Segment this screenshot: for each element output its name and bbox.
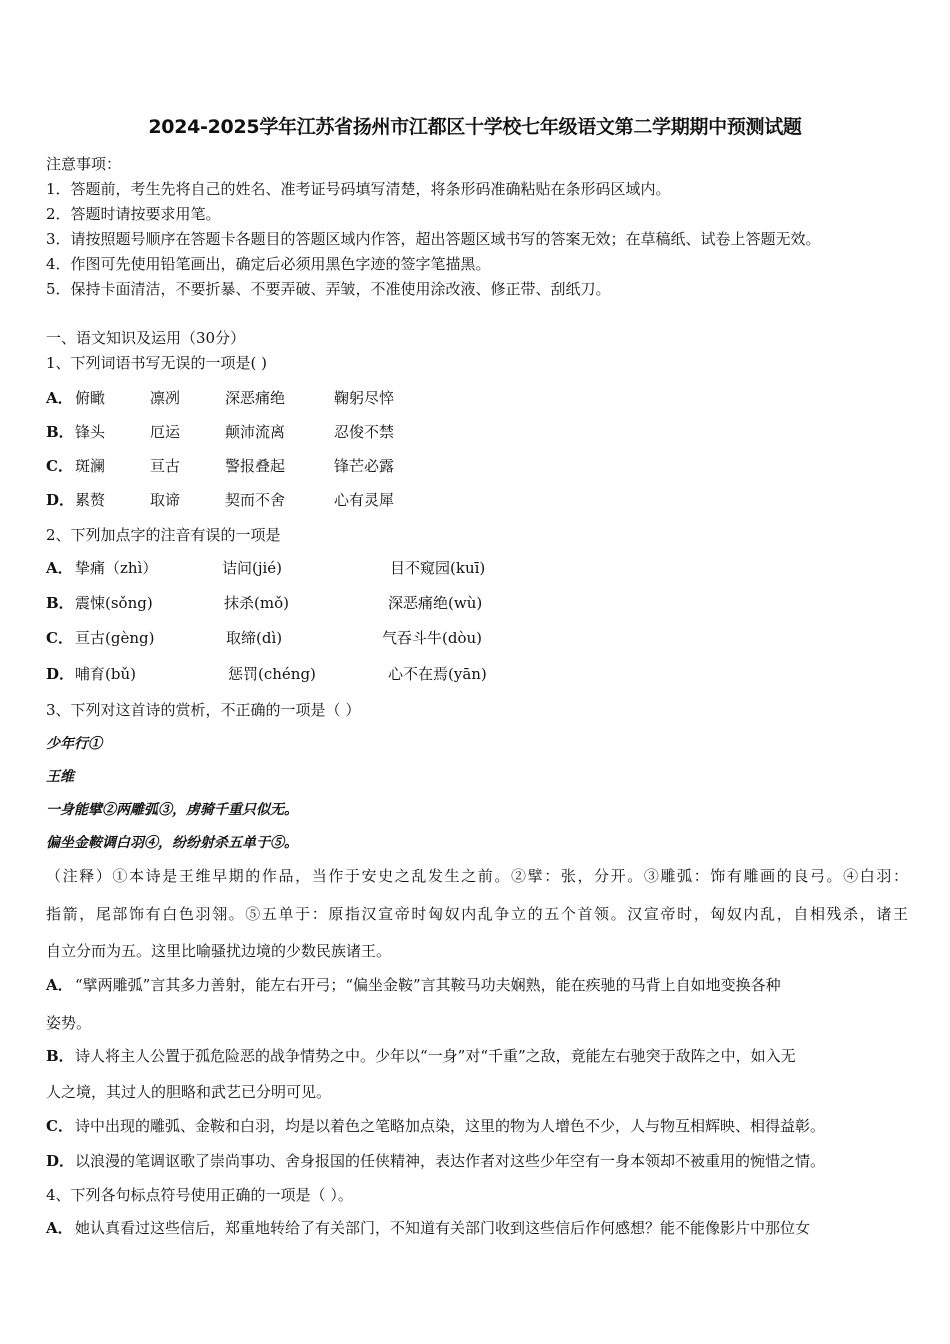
option-word: 抹杀(mǒ) (224, 594, 289, 612)
option-label: A． (46, 1219, 73, 1237)
poem-note-line: （注释）①本诗是王维早期的作品，当作于安史之乱发生之前。②擘：张，分开。③雕弧：饰有雕画的良弓。④白羽： (46, 867, 908, 885)
option-text: 诗中出现的雕弧、金鞍和白羽，均是以着色之笔略加点染，这里的物为人增色不少，人与物互相辉映、相得益彰。 (75, 1117, 826, 1135)
option-word: 亘古(gèng) (75, 629, 155, 647)
section-heading: 一、语文知识及运用（30分） (46, 329, 246, 347)
option-word: 厄运 (150, 423, 181, 441)
option-label: A． (46, 559, 73, 577)
poem-note-line: 指箭，尾部饰有白色羽翎。⑤五单于：原指汉宣帝时匈奴内乱争立的五个首领。汉宣帝时，匈奴内乱，自相残杀，诸王 (46, 905, 908, 923)
option-word: 俯瞰 (75, 389, 106, 407)
option-word: 挚痛（zhì） (75, 559, 158, 577)
option-word: 契而不舍 (225, 491, 286, 509)
option-text: 姿势。 (46, 1014, 92, 1032)
option-label: D． (46, 491, 75, 509)
option-word: 忍俊不禁 (334, 423, 395, 441)
poem-line: 一身能擘②两雕弧③，虏骑千重只似无。 (46, 802, 298, 818)
question-2-stem: 2、下列加点字的注音有误的一项是 (46, 526, 281, 544)
notice-heading: 注意事项： (46, 155, 122, 173)
option-word: 惩罚(chéng) (228, 665, 316, 683)
option-label: D． (46, 665, 75, 683)
option-word: 心不在焉(yān) (388, 665, 487, 683)
option-word: 锋头 (75, 423, 106, 441)
question-3-stem: 3、下列对这首诗的赏析，不正确的一项是（ ） (46, 701, 361, 719)
option-word: 鞠躬尽悴 (334, 389, 395, 407)
option-label: C． (46, 1117, 73, 1135)
poem-title: 少年行① (46, 736, 102, 752)
option-label: C． (46, 457, 73, 475)
option-label: B． (46, 1047, 74, 1065)
page-title: 2024-2025学年江苏省扬州市江都区十学校七年级语文第二学期期中预测试题 (148, 116, 802, 138)
option-text: “擘两雕弧”言其多力善射，能左右开弓；“偏坐金鞍”言其鞍马功夫娴熟，能在疾驰的马背上自如地变换各种 (75, 976, 781, 994)
option-word: 深恶痛绝(wù) (388, 594, 483, 612)
option-word: 诘问(jié) (222, 559, 283, 577)
poem-author: 王维 (46, 769, 74, 785)
option-word: 累赘 (75, 491, 106, 509)
notice-item: 4．作图可先使用铅笔画出，确定后必须用黑色字迹的签字笔描黑。 (46, 255, 491, 273)
option-label: A． (46, 389, 73, 407)
option-word: 锋芒必露 (334, 457, 395, 475)
option-label: A． (46, 976, 73, 994)
option-word: 心有灵犀 (334, 491, 395, 509)
option-word: 警报叠起 (225, 457, 286, 475)
option-word: 气吞斗牛(dòu) (382, 629, 482, 647)
option-word: 震悚(sǒng) (75, 594, 153, 612)
poem-line: 偏坐金鞍调白羽④，纷纷射杀五单于⑤。 (46, 835, 298, 851)
option-word: 深恶痛绝 (225, 389, 286, 407)
option-word: 取谛 (150, 491, 181, 509)
option-word: 亘古 (150, 457, 181, 475)
option-label: B． (46, 594, 74, 612)
option-text: 人之境，其过人的胆略和武艺已分明可见。 (46, 1083, 332, 1101)
notice-item: 3．请按照题号顺序在答题卡各题目的答题区域内作答，超出答题区域书写的答案无效；在草稿纸、试卷上答题无效。 (46, 230, 821, 248)
option-word: 目不窥园(kuī) (390, 559, 486, 577)
option-word: 哺育(bǔ) (75, 665, 136, 683)
option-text: 她认真看过这些信后，郑重地转给了有关部门，不知道有关部门收到这些信后作何感想？能不能像影片中那位女 (75, 1219, 811, 1237)
option-word: 颠沛流离 (225, 423, 286, 441)
option-word: 取缔(dì) (226, 629, 283, 647)
option-word: 凛冽 (150, 389, 181, 407)
question-4-stem: 4、下列各句标点符号使用正确的一项是（ ）。 (46, 1186, 353, 1204)
option-label: D． (46, 1152, 75, 1170)
poem-note-line: 自立分而为五。这里比喻骚扰边境的少数民族诸王。 (46, 942, 392, 960)
option-text: 诗人将主人公置于孤危险恶的战争情势之中。少年以“一身”对“千重”之敌，竟能左右驰突于敌阵之中，如入无 (75, 1047, 796, 1065)
option-word: 斑澜 (75, 457, 106, 475)
notice-item: 1．答题前，考生先将自己的姓名、准考证号码填写清楚，将条形码准确粘贴在条形码区域内。 (46, 180, 671, 198)
question-1-stem: 1、下列词语书写无误的一项是( ) (46, 354, 268, 372)
notice-item: 5．保持卡面清洁，不要折暴、不要弄破、弄皱，不准使用涂改液、修正带、刮纸刀。 (46, 280, 611, 298)
notice-item: 2．答题时请按要求用笔。 (46, 205, 221, 223)
option-label: B． (46, 423, 74, 441)
option-label: C． (46, 629, 73, 647)
option-text: 以浪漫的笔调讴歌了崇尚事功、舍身报国的任侠精神，表达作者对这些少年空有一身本领却不被重用的惋惜之情。 (75, 1152, 826, 1170)
